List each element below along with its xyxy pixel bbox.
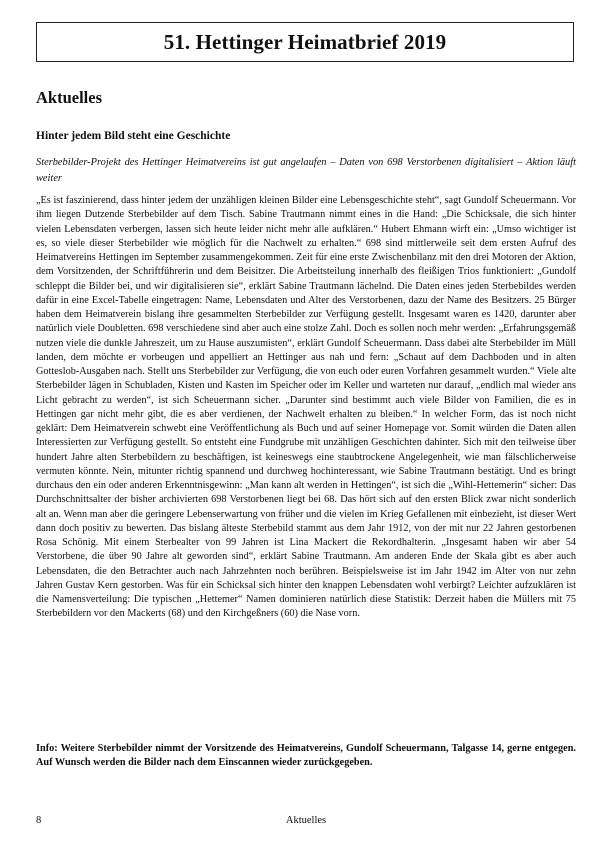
page-number: 8 bbox=[36, 815, 42, 826]
article-body: „Es ist faszinierend, dass hinter jedem der unzähligen kleinen Bilder eine Lebensgeschichte steht“, sagt Gundolf Scheuermann. Vor ihm liegen Dutzende Sterbebilder auf dem Tisch. Sabine Trautmann nimmt eines in die Hand: „Die Schicksale, die sich hinter vielen Lebensdaten verbergen, lassen sich heute leider nicht mehr alle aufklären.“ Hubert Ehmann wirft ein: „Umso wichtiger ist es, so viele dieser Sterbebilder wie möglich für die Nachwelt zu erhalten.“ 698 sind mittlerweile seit dem ersten Aufruf des Heimatvereins Hettingen im September zusammengekommen. Zeit für eine erste Zwischenbilanz mit den drei Motoren der Aktion, dem Vorsitzenden, der Schriftführerin und dem Beisitzer. Die Arbeitsteilung innerhalb des fleißigen Trios funktioniert: „Gundolf schleppt die Bilder bei, und wir digitalisieren sie“, erklärt Sabine Trautmann lächelnd. Die Daten eines jeden Sterbebildes werden dafür in eine Excel-Tabelle eingetragen: Name, Lebensdaten und Alter des Verstorbenen, dazu der Name des Besitzers. 25 Bürger haben dem Heimatverein bislang ihre gesammelten Sterbebilder zur Verfügung gestellt. Insgesamt waren es 1420, darunter aber natürlich viele Doubletten. 698 verschiedene sind aber auch eine stolze Zahl. Doch es sollen noch mehr werden: „Erfahrungsgemäß nutzen viele die dunkle Jahreszeit, um zu Hause auszumisten“, erklärt Gundolf Scheuermann. Dass dabei alte Sterbebilder im Müll landen, dem möchte er vorbeugen und appelliert an Hettinger aus nah und fern: „Schaut auf dem Dachboden und in alten Gotteslob-Ausgaben nach. Stellt uns Sterbebilder zur Verfügung, die von euch oder euren Vorfahren gesammelt wurden.“ Viele alte Sterbebilder lägen in Schubladen, Kisten und Kasten im Speicher oder im Keller und warteten nur darauf, „endlich mal wieder ans Licht gebracht zu werden“, ist sich Scheuermann sicher. „Darunter sind bestimmt auch viele Bilder von Familien, die es in Hettingen gar nicht mehr gibt, die es aber verdienen, der Nachwelt erhalten zu bleiben.“ In welcher Form, das ist noch nicht geklärt: Dem Heimatverein schwebt eine Veröffentlichung als Buch und auf seiner Homepage vor. Somit würden die Daten allen Interessierten zur Verfügung gestellt. So entsteht eine Fundgrube mit unzähligen Geschichten dahinter. Sich mit den teilweise über hundert Jahre alten Sterbebildern zu beschäftigen, ist keineswegs eine staubtrockene Angelegenheit, wie man fälschlicherweise vermuten könnte. Nein, mitunter richtig spannend und durchweg hochinteressant, wie Sabine Trautmann bestätigt. Und es bringt durchaus den ein oder anderen Erkenntnisgewinn: „Man kann alt werden in Hettingen“, ist sich die „Wihl-Hettemerin“ sicher: Das Durchschnittsalter der bisher archivierten 698 Verstorbenen liegt bei 68. Das hört sich auf den ersten Blick zwar nicht sonderlich alt an. Wenn man aber die geringere Lebenserwartung von früher und die vielen im Krieg Gefallenen mit einbezieht, ist dieser Wert dann doch positiv zu bewerten. Das bislang älteste Sterbebild stammt aus dem Jahr 1912, von der mit nur 22 Jahren gestorbenen Rosa Schönig. Mit einem Sterbealter von 99 Jahren ist Lina Mackert die Rekordhalterin. „Insgesamt haben wir aber 54 Verstorbene, die über 90 Jahre alt geworden sind“, erklärt Sabine Trautmann. Am anderen Ende der Skala gibt es aber auch Lebensdaten, die den Betrachter auch nach Jahrzehnten noch berühren. Beispielsweise ist im Jahr 1942 im Alter von nur zehn Jahren Gustav Kern gestorben. Was für ein Schicksal sich hinter den knappen Lebensdaten wohl verbirgt? Leichter aufzuklären ist die Namensverteilung: Die typischen „Hettemer“ Namen dominieren natürlich diese Statistik: Derzeit haben die Müllers mit 75 Sterbebildern vor den Mackerts (68) und den Kirchgeßners (60) die Nase vorn. bbox=[36, 195, 576, 620]
info-note: Info: Weitere Sterbebilder nimmt der Vorsitzende des Heimatvereins, Gundolf Scheuermann, Talgasse 14, gerne entgegen. Auf Wunsch werden die Bilder nach dem Einscannen wieder zurückgegeben. bbox=[36, 743, 576, 769]
page-footer bbox=[36, 815, 576, 831]
article-headline: Hinter jedem Bild steht eine Geschichte bbox=[36, 130, 231, 142]
footer-section-label: Aktuelles bbox=[285, 815, 327, 826]
article-subheadline: Sterbebilder-Projekt des Hettinger Heimatvereins ist gut angelaufen – Daten von 698 Verstorbenen digitalisiert – Aktion läuft weiter bbox=[36, 157, 576, 184]
publication-title: 51. Hettinger Heimatbrief 2019 bbox=[163, 29, 447, 54]
header-box bbox=[36, 22, 574, 62]
section-title: Aktuelles bbox=[36, 88, 102, 107]
